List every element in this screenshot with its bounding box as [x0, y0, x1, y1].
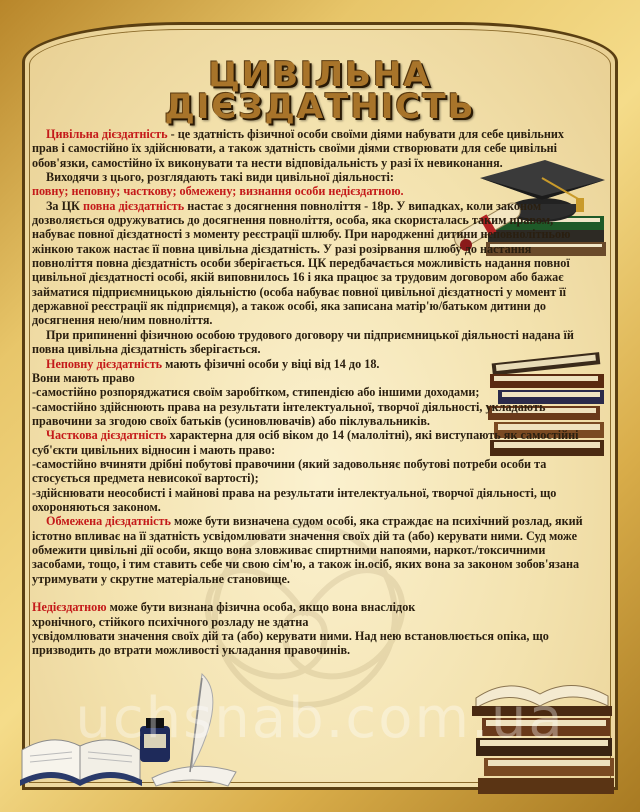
paragraph-incapacity [32, 586, 592, 658]
incapacity-text-2: усвідомлювати значення своїх дій та (або) керувати ними. Над нею встановлюється опіка, що призводить до втрати можливості укладання правочинів. [32, 629, 549, 658]
termination-text: При припиненні фізичною особою трудового договору чи підприємницької діяльності надана їй повна цивільна дієздатність зберігається. [32, 327, 574, 357]
partial-right-2: -самостійно здійснюють права на результати інтелектуальної, творчої діяльності, укладають правочини за згодою своїх батьків (усиновлювачів) або піклувальників. [32, 399, 546, 428]
limited-capacity-text: може бути визначена судом особі, яка страждає на психічний розлад, який істотно впливає на її здатність усвідомлювати значення своїх дій та (або) керувати ними. Суд може обмежити цивільні дії особи, якщо вона зловживає спиртними напоями, наркот./токсичними засобами, тощо, і тим ставить себе чи свою сім'ю, а також ін.осіб, яких вона за законом зобов'язана утримувати у скрутне матеріальне становище. [32, 514, 583, 586]
minor-right-1: -самостійно вчиняти дрібні побутові правочини (який задовольняє побутові потреби особи та стосується предмета невисокої вартості); [32, 456, 547, 486]
paragraph-kinds [32, 170, 592, 199]
paragraph-limited-capacity [32, 514, 592, 586]
minor-right-2: -здійснювати неособисті і майнові права на результати інтелектуальної, творчої діяльності, що охороняються законом. [32, 485, 557, 514]
paragraph-partial-capacity [32, 357, 592, 429]
partial-rights-intro: Вони мають право [32, 370, 135, 385]
term-minor-capacity: Часткова дієздатність [46, 428, 167, 443]
term-limited-capacity: Обмежена дієздатність [46, 514, 171, 529]
full-capacity-prefix: За ЦК [46, 198, 83, 213]
kinds-list: повну; неповну; часткову; обмежену; визнання особи недієздатною. [32, 184, 404, 199]
term-civil-capacity: Цивільна дієздатність [46, 127, 168, 141]
title-line-1: ЦИВІЛЬНА [208, 55, 432, 95]
title-line-2: ДІЄЗДАТНІСТЬ [164, 87, 476, 127]
paragraph-full-capacity [32, 199, 592, 328]
minor-capacity-text: характерна для осіб віком до 14 (малолітні), які виступають як самостійні суб'єкти цивільних відносин і мають право: [32, 428, 579, 457]
term-full-capacity: повна дієздатність [82, 198, 185, 213]
watermark: uchsnab.com.ua [75, 686, 565, 751]
definition-text: - це здатність фізичної особи своїми діями набувати для себе цивільних прав і самостійно їх здійснювати, а також здатність своїми діями створювати для себе цивільні обов'язки, самостійно їх виконувати та нести відповідальність у разі їх невиконання. [32, 127, 565, 170]
paragraph-termination [32, 328, 592, 357]
partial-right-1: -самостійно розпоряджатися своїм заробітком, стипендією або іншими доходами; [32, 385, 480, 400]
incapacity-text: може бути визнана фізична особа, якщо вона внаслідок хронічного, стійкого психічного розладу не здатна [32, 600, 416, 629]
kinds-intro: Виходячи з цього, розглядають такі види цивільної діяльності: [46, 170, 394, 185]
term-partial-capacity: Неповну дієздатність [46, 356, 163, 371]
paragraph-minor-capacity [32, 428, 592, 514]
body-text [32, 127, 592, 658]
term-incapacity: Недієздатною [32, 600, 107, 615]
partial-capacity-text: мають фізичні особи у віці від 14 до 18. [162, 356, 380, 371]
paragraph-definition [32, 127, 592, 170]
full-capacity-text: настає з досягнення повноліття - 18р. У випадках, коли законом дозволяється одружуватись до досягнення повноліття, особа, яка скористалась таким правом, набуває повної дієздатності з моменту реєстрації шлюбу. При народженні дитини неповнолітньою жінкою також настає її повна цивільна дієздатність. У разі розірвання шлюбу до настання повноліття повна дієздатність особи зберігається. ЦК передбачається можливість надання повної цивільної дієздатності особі, якій виповнилось 16 і яка працює за трудовим договором або бажає займатися підприємницькою діяльністю (особа набуває повної цивільної дієздатності у момент її державної реєстрації як підприємця), а також особі, яка записана матір'ю/батьком дитини до досягнення нею/ним повноліття. [32, 198, 571, 328]
